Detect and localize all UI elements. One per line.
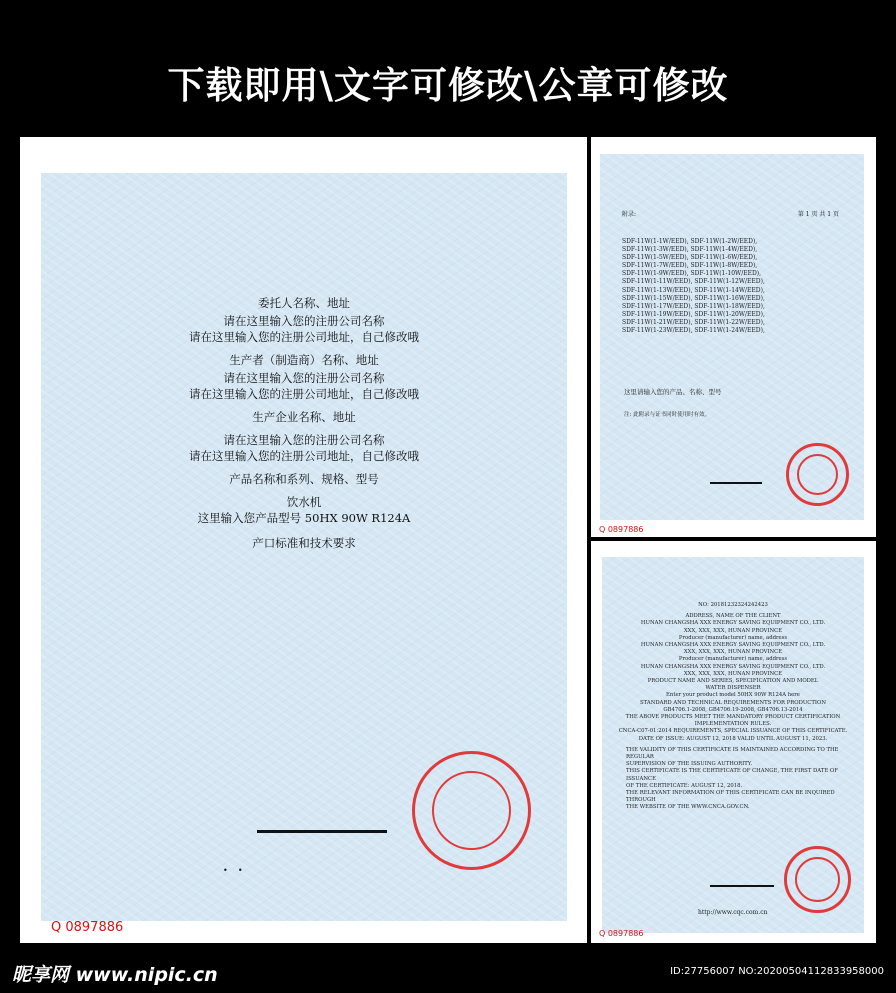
model-row-4: SDF-11W(1-7W/EED), SDF-11W(1-8W/EED), <box>622 262 758 270</box>
english-seal-inner-ring <box>795 857 840 902</box>
english-url: http://www.cqc.com.cn <box>698 909 768 916</box>
main-seal-inner-ring <box>432 771 511 850</box>
main-line-client-name: 请在这里输入您的注册公司名称 <box>223 314 385 328</box>
model-row-3: SDF-11W(1-5W/EED), SDF-11W(1-6W/EED), <box>622 254 758 262</box>
english-seal-stamp <box>784 846 851 913</box>
main-certificate-id: Q 0897886 <box>51 920 124 935</box>
appendix-signature-line <box>710 482 762 484</box>
model-row-11: SDF-11W(1-21W/EED), SDF-11W(1-22W/EED), <box>622 318 765 326</box>
appendix-paper <box>600 154 864 520</box>
english-certificate-paper <box>602 557 864 933</box>
en-line-23: THIS CERTIFICATE IS THE CERTIFICATE OF CHANGE, THE FIRST DATE OF ISSUANCE <box>626 768 838 782</box>
en-line-3: ADDRESS, NAME OF THE CLIENT <box>685 613 781 620</box>
banner-title: 下载即用\文字可修改\公章可修改 <box>167 64 729 107</box>
main-certificate-text <box>41 295 567 553</box>
en-line-1: NO: 20181232324242423 <box>698 602 768 608</box>
main-dots: • • <box>223 866 243 875</box>
main-line-factory-address: 请在这里输入您的注册公司地址，自己修改哦 <box>189 449 419 463</box>
en-line-7: HUNAN CHANGSHA XXX ENERGY SAVING EQUIPMENT CO., LTD. <box>640 642 826 649</box>
model-row-10: SDF-11W(1-19W/EED), SDF-11W(1-20W/EED), <box>622 310 765 318</box>
en-line-14: Enter your product model 50HX 90W R124A here <box>666 692 800 699</box>
en-line-11: XXX, XXX, XXX, HUNAN PROVINCE <box>683 670 783 677</box>
appendix-model-list <box>622 238 864 335</box>
english-id: Q 0897886 <box>599 929 644 938</box>
appendix-note: 注: 此附录与证书同时使用时有效。 <box>624 412 711 418</box>
appendix-header-left: 附录: <box>622 211 637 218</box>
main-line-standard-heading: 产口标准和技术要求 <box>252 536 356 550</box>
english-certificate-text <box>602 602 864 812</box>
en-line-26: THE WEBSITE OF THE WWW.CNCA.GOV.CN. <box>626 804 750 811</box>
model-row-8: SDF-11W(1-15W/EED), SDF-11W(1-16W/EED), <box>622 294 765 302</box>
main-seal-stamp <box>412 751 531 870</box>
model-row-7: SDF-11W(1-13W/EED), SDF-11W(1-14W/EED), <box>622 286 765 294</box>
main-line-product-heading: 产品名称和系列、规格、型号 <box>229 472 379 486</box>
english-certificate-panel <box>591 541 876 943</box>
model-row-6: SDF-11W(1-11W/EED), SDF-11W(1-12W/EED), <box>622 278 765 286</box>
en-line-4: HUNAN CHANGSHA XXX ENERGY SAVING EQUIPMENT CO., LTD. <box>640 620 826 627</box>
en-line-17: THE ABOVE PRODUCTS MEET THE MANDATORY PRODUCT CERTIFICATION IMPLEMENTATION RULES. <box>625 714 841 728</box>
appendix-panel <box>591 137 876 537</box>
footer-ids: ID:27756007 NO:20200504112833958000 <box>670 966 884 977</box>
appendix-seal-stamp <box>786 443 849 506</box>
en-line-22: SUPERVISION OF THE ISSUING AUTHORITY. <box>626 761 753 768</box>
appendix-seal-inner-ring <box>797 454 838 495</box>
main-line-factory-heading: 生产企业名称、地址 <box>252 410 356 424</box>
main-certificate-panel <box>20 137 587 943</box>
en-line-18: CNCA-C07-01:2014 REQUIREMENTS, SPECIAL ISSUANCE OF THIS CERTIFICATE. <box>618 728 848 735</box>
en-line-12: PRODUCT NAME AND SERIES, SPECIFICATION AND MODEL <box>647 678 819 685</box>
main-line-product-name: 饮水机 <box>286 495 322 509</box>
en-line-24: OF THE CERTIFICATE: AUGUST 12, 2018. <box>626 782 743 789</box>
appendix-product-line: 这里请输入您的产品、名称、型号 <box>624 388 722 396</box>
main-line-product-model: 这里输入您产品型号 50HX 90W R124A <box>197 511 411 525</box>
appendix-header-right: 第 1 页 共 1 页 <box>797 211 839 218</box>
main-line-producer-heading: 生产者（制造商）名称、地址 <box>229 353 379 367</box>
model-row-1: SDF-11W(1-1W/EED), SDF-11W(1-2W/EED), <box>622 238 758 245</box>
main-line-client-address: 请在这里输入您的注册公司地址，自己修改哦 <box>189 330 419 344</box>
en-line-19: DATE OF ISSUE: AUGUST 12, 2018 VALID UNTIL AUGUST 11, 2023. <box>638 735 828 742</box>
model-row-12: SDF-11W(1-23W/EED), SDF-11W(1-24W/EED), <box>622 327 765 335</box>
en-line-15: STANDARD AND TECHNICAL REQUIREMENTS FOR PRODUCTION <box>640 699 826 706</box>
main-line-factory-name: 请在这里输入您的注册公司名称 <box>223 433 385 447</box>
en-line-8: XXX, XXX, XXX, HUNAN PROVINCE <box>683 649 783 656</box>
en-line-25: THE RELEVANT INFORMATION OF THIS CERTIFICATE CAN BE INQUIRED THROUGH <box>626 790 835 804</box>
en-line-5: XXX, XXX, XXX, HUNAN PROVINCE <box>683 627 783 634</box>
en-line-21: THE VALIDITY OF THIS CERTIFICATE IS MAINTAINED ACCORDING TO THE REGULAR <box>626 746 839 761</box>
en-line-6: Producer (manufacturer) name, address <box>678 634 788 641</box>
english-signature-line <box>710 885 774 887</box>
en-line-13: WATER DISPENSER <box>705 685 761 692</box>
main-line-client-heading: 委托人名称、地址 <box>258 296 350 310</box>
model-row-9: SDF-11W(1-17W/EED), SDF-11W(1-18W/EED), <box>622 302 765 310</box>
main-signature-line <box>257 830 387 833</box>
en-line-10: HUNAN CHANGSHA XXX ENERGY SAVING EQUIPMENT CO., LTD. <box>640 663 826 670</box>
main-certificate-paper <box>41 173 567 921</box>
model-row-2: SDF-11W(1-3W/EED), SDF-11W(1-4W/EED), <box>622 246 758 254</box>
appendix-id: Q 0897886 <box>599 525 644 534</box>
model-row-5: SDF-11W(1-9W/EED), SDF-11W(1-10W/EED), <box>622 270 762 278</box>
watermark-logo: 昵享网 www.nipic.cn <box>12 964 218 986</box>
en-line-16: GB4706.1-2008, GB4706.19-2008, GB4706.13-2014 <box>663 706 803 713</box>
main-line-producer-name: 请在这里输入您的注册公司名称 <box>223 371 385 385</box>
main-line-producer-address: 请在这里输入您的注册公司地址，自己修改哦 <box>189 387 419 401</box>
en-line-9: Producer (manufacturer) name, address <box>678 656 788 663</box>
